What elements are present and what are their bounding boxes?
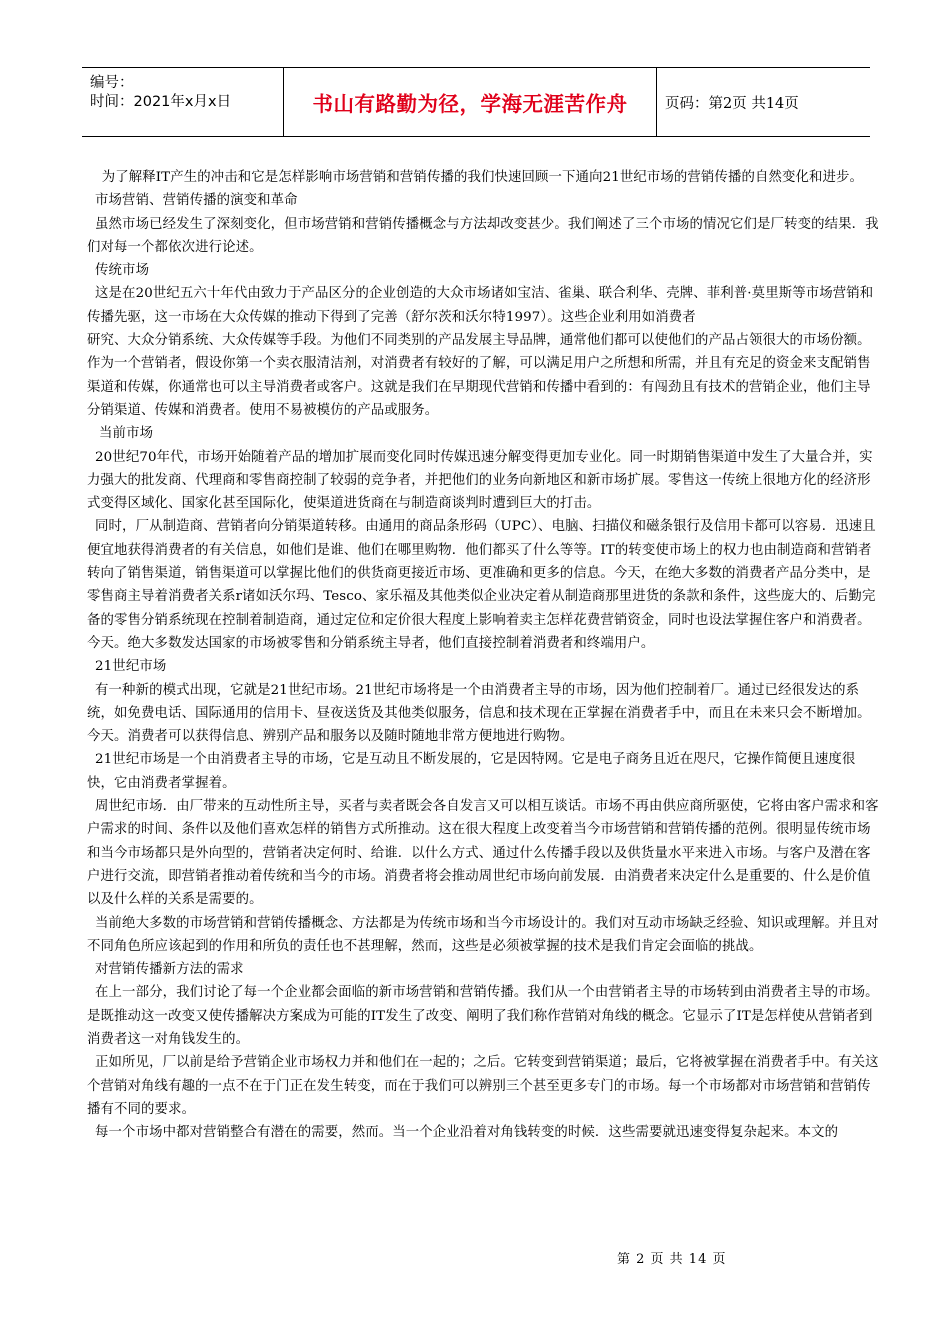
header-page-label: 页码：第2页 共14页 <box>665 96 799 112</box>
paragraph: 当前绝大多数的市场营销和营销传播概念、方法都是为传统市场和当今市场设计的。我们对互动市场缺乏经验、知识或理解。并且对不同角色所应该起到的作用和所负的责任也不甚理解，然而，这些是必须被掌握的技术是我们肯定会面临的挑战。 <box>87 915 879 954</box>
page-header <box>82 67 870 137</box>
section-heading: 市场营销、营销传播的演变和革命 <box>95 193 298 209</box>
paragraph: 同时，厂从制造商、营销者向分销渠道转移。由通用的商品条形码（UPC）、电脑、扫描仪和磁条银行及信用卡都可以容易．迅速且便宜地获得消费者的有关信息，如他们是谁、他们在哪里购物．他们都买了什么等等。IT的转变使市场上的权力也由制造商和营销者转向了销售渠道，销售渠道可以掌握比他们的供货商更接近市场、更准确和更多的信息。今天，在绝大多数的消费者产品分类中，是零售商主导着消费者关系r诸如沃尔玛、Tesco、家乐福及其他类似企业决定着从制造商那里进货的条款和条件，这些庞大的、后勤完备的零售分销系统现在控制着制造商，通过定位和定价很大程度上影响着卖主怎样花费营销资金，同时也设法掌握住客户和消费者。今天。绝大多数发达国家的市场被零售和分销系统主导者，他们直接控制着消费者和终端用户。 <box>87 519 876 651</box>
section-heading: 传统市场 <box>95 263 150 279</box>
paragraph: 每一个市场中都对营销整合有潜在的需要，然而。当一个企业沿着对角钱转变的时候．这些需要就迅速变得复杂起来。本文的 <box>95 1125 839 1141</box>
section-heading: 对营销传播新方法的需求 <box>95 962 244 978</box>
paragraph: 20世纪70年代，市场开始随着产品的增加扩展而变化同时传媒迅速分解变得更加专业化。同一时期销售渠道中发生了大量合并，实力强大的批发商、代理商和零售商控制了较弱的竞争者，并把他们的业务向新地区和新市场扩展。零售这一传统上很地方化的经济形式变得区域化、国家化甚至国际化，使渠道进货商在与制造商谈判时遭到巨大的打击。 <box>87 449 873 512</box>
header-info <box>90 74 231 112</box>
page-footer: 第 2 页 共 14 页 <box>617 1252 727 1267</box>
document-number-label: 编号： <box>90 75 134 91</box>
section-heading: 当前市场 <box>99 426 154 442</box>
paragraph: 周世纪市场．由厂带来的互动性所主导，买者与卖者既会各自发言又可以相互谈话。市场不再由供应商所驱使，它将由客户需求和客户需求的时间、条件以及他们喜欢怎样的销售方式所推动。这在很大程度上改变着当今市场营销和营销传播的范例。很明显传统市场和当今市场都只是外向型的，营销者决定何时、给谁．以什么方式、通过什么传播手段以及供货量水平来进入市场。与客户及潜在客户进行交流，即营销者推动着传统和当今的市场。消费者将会推动周世纪市场向前发展．由消费者来决定什么是重要的、什么是价值以及什么样的关系是需要的。 <box>87 799 879 908</box>
paragraph: 在上一部分，我们讨论了每一个企业都会面临的新市场营销和营销传播。我们从一个由营销者主导的市场转到由消费者主导的市场。是既推动这一改变又使传播解决方案成为可能的IT发生了改变、阐明了我们称作营销对角线的概念。它显示了IT是怎样使从营销者到消费者这一对角钱发生的。 <box>87 985 879 1047</box>
header-motto: 书山有路勤为径，学海无涯苦作舟 <box>283 68 657 136</box>
paragraph: 研究、大众分销系统、大众传媒等手段。为他们不同类别的产品发展主导品牌，通常他们都可以使他们的产品占领很大的市场份额。作为一个营销者，假设你第一个卖衣服清洁剂，对消费者有较好的了解，可以满足用户之所想和所需，并且有充足的资金来支配销售渠道和传媒，你通常也可以主导消费者或客户。这就是我们在早期现代营销和传播中看到的：有闯劲且有技术的营销企业，他们主导分销渠道、传媒和消费者。使用不易被模仿的产品或服务。 <box>87 333 871 418</box>
document-time-label: 时间：2021年x月x日 <box>90 94 232 110</box>
section-heading: 21世纪市场 <box>95 659 167 675</box>
paragraph: 有一种新的模式出现，它就是21世纪市场。21世纪市场将是一个由消费者主导的市场，因为他们控制着厂。通过已经很发达的系统，如免费电话、国际通用的信用卡、昼夜送货及其他类似服务，信息和技术现在正掌握在消费者手中，而且在未来只会不断增加。今天。消费者可以获得信息、辨别产品和服务以及随时随地非常方便地进行购物。 <box>87 682 871 745</box>
paragraph: 这是在20世纪五六十年代由致力于产品区分的企业创造的大众市场诸如宝洁、雀巢、联合利华、壳牌、菲利普·莫里斯等市场营销和传播先驱，这一市场在大众传媒的推动下得到了完善（舒尔茨和沃尔特1997）。这些企业利用如消费者 <box>87 286 874 325</box>
paragraph: 21世纪市场是一个由消费者主导的市场，它是互动且不断发展的，它是因特网。它是电子商务且近在咫尺，它操作简便且速度很快，它由消费者掌握着。 <box>87 752 856 791</box>
paragraph: 正如所见，厂以前是给予营销企业市场权力并和他们在一起的；之后。它转变到营销渠道；最后，它将被掌握在消费者手中。有关这个营销对角线有趣的一点不在于门正在发生转变，而在于我们可以辨别三个甚至更多专门的市场。每一个市场都对市场营销和营销传播有不同的要求。 <box>87 1055 879 1117</box>
document-body <box>87 166 879 1144</box>
paragraph-intro: 为了解释IT产生的冲击和它是怎样影响市场营销和营销传播的我们快速回顾一下通向21世纪市场的营销传播的自然变化和进步。 <box>101 170 864 185</box>
paragraph: 虽然市场已经发生了深刻变化，但市场营销和营销传播概念与方法却改变甚少。我们阐述了三个市场的情况它们是厂转变的结果．我们对每一个都依次进行论述。 <box>87 216 879 255</box>
